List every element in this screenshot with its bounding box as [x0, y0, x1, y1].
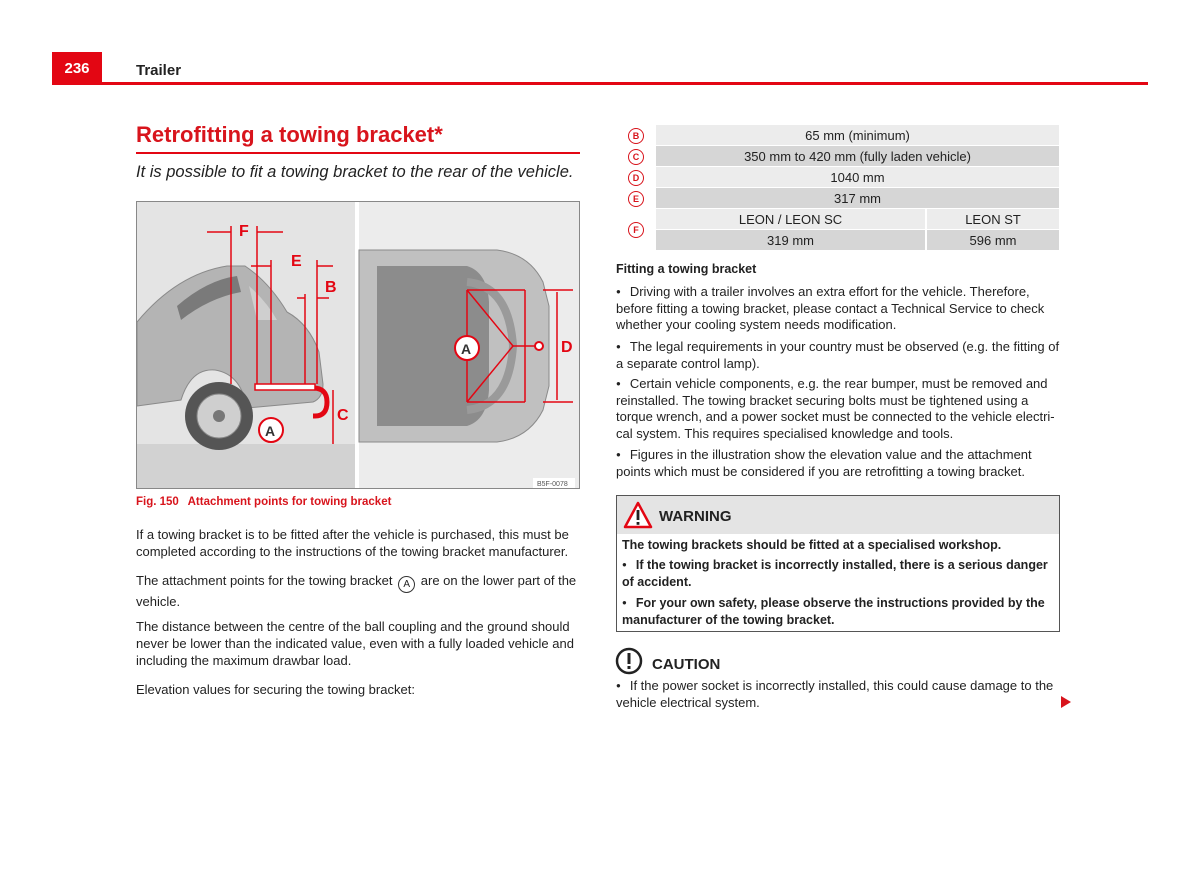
caution-icon [615, 647, 643, 675]
header-rule [52, 82, 1148, 85]
list-item: ● Driving with a trailer involves an extra effort for the vehicle. Therefore, before fitting a towing bracket, please contact a Technical Service to check whether your cooling system needs modification. [616, 284, 1060, 334]
table-row [616, 188, 1059, 209]
list-item: ● The legal requirements in your country must be observed (e.g. the fitting of a separate control lamp). [616, 339, 1060, 372]
next-page-arrow-icon [1061, 696, 1071, 708]
ground [137, 444, 355, 488]
paragraph-attachment-text-2: are on the lower part of the vehicle. [136, 573, 577, 609]
table-cell: 1040 mm [656, 167, 1059, 188]
key-d: D [628, 170, 644, 186]
paragraph-distance: The distance between the centre of the ball coupling and the ground should never be lower than the indicated value, even with a fully loaded vehicle and including the maximum drawbar load. [136, 619, 574, 668]
label-a-side: A [265, 423, 276, 439]
table-cell: 350 mm to 420 mm (fully laden vehicle) [656, 146, 1059, 167]
table-row [616, 146, 1059, 167]
table-row [616, 209, 1059, 230]
figure-caption-text: Attachment points for towing bracket [187, 496, 392, 508]
key-c: C [628, 149, 644, 165]
page-title: Retrofitting a towing bracket* [136, 122, 443, 147]
section-title: Trailer [136, 62, 182, 79]
label-d: D [561, 339, 573, 356]
fitting-heading: Fitting a towing bracket [616, 262, 757, 276]
caution-title: CAUTION [652, 656, 721, 673]
paragraph-retrofit: If a towing bracket is to be fitted after the vehicle is purchased, this must be completed according to the instructions of the towing bracket manufacturer. [136, 527, 569, 559]
towing-bracket-figure [136, 201, 580, 489]
paragraph-attachment-points [136, 572, 580, 610]
marker-a-inline: A [398, 576, 415, 593]
page-subtitle: It is possible to fit a towing bracket to the rear of the vehicle. [136, 163, 574, 181]
heading-rule [136, 152, 580, 154]
label-a-top: A [461, 341, 472, 357]
table-cell: LEON ST [926, 209, 1059, 230]
table-cell: 319 mm [656, 230, 926, 251]
table-cell: 596 mm [926, 230, 1059, 251]
car-illustration [137, 202, 579, 488]
list-item: ● For your own safety, please observe the instructions provided by the manufacturer of the towing bracket. [622, 595, 1054, 628]
warning-title: WARNING [659, 508, 732, 525]
paragraph-elevation-intro: Elevation values for securing the towing bracket: [136, 682, 415, 697]
key-e: E [628, 191, 644, 207]
key-b: B [628, 128, 644, 144]
page-number: 236 [52, 52, 102, 84]
elevation-table [616, 125, 1059, 251]
table-row [616, 167, 1059, 188]
table-cell: 317 mm [656, 188, 1059, 209]
table-cell: LEON / LEON SC [656, 209, 926, 230]
warning-triangle-icon [623, 501, 653, 529]
warning-header [617, 496, 1059, 534]
paragraph-attachment-text-1: The attachment points for the towing bracket [136, 573, 393, 588]
list-item: ● If the towing bracket is incorrectly installed, there is a serious danger of accident. [622, 557, 1054, 590]
label-e: E [291, 253, 302, 270]
table-row [616, 125, 1059, 146]
list-item: ● Certain vehicle components, e.g. the rear bumper, must be removed and reinstalled. The towing bracket securing bolts must be tightened using a torque wrench, and a power socket must be connected to the vehicle electri-cal system. This requires specialised knowledge and tools. [616, 376, 1060, 442]
list-item: ● If the power socket is incorrectly installed, this could cause damage to the vehicle electrical system. [616, 678, 1060, 711]
wheel-hub [213, 410, 225, 422]
table-row [616, 230, 1059, 251]
bracket-bar [255, 384, 315, 390]
label-f: F [239, 223, 249, 240]
figure-caption [136, 496, 391, 508]
panel-divider [355, 202, 359, 488]
warning-lead: The towing brackets should be fitted at a specialised workshop. [622, 538, 1002, 552]
figure-code: B5F-0078 [537, 481, 568, 488]
key-f: F [628, 222, 644, 238]
warning-box [616, 495, 1060, 632]
ball-coupling [535, 342, 543, 350]
label-c: C [337, 407, 349, 424]
label-b: B [325, 279, 337, 296]
table-cell: 65 mm (minimum) [656, 125, 1059, 146]
list-item: ● Figures in the illustration show the elevation value and the attachment points which must be considered if you are retrofitting a towing bracket. [616, 447, 1060, 480]
figure-caption-label: Fig. 150 [136, 496, 179, 508]
